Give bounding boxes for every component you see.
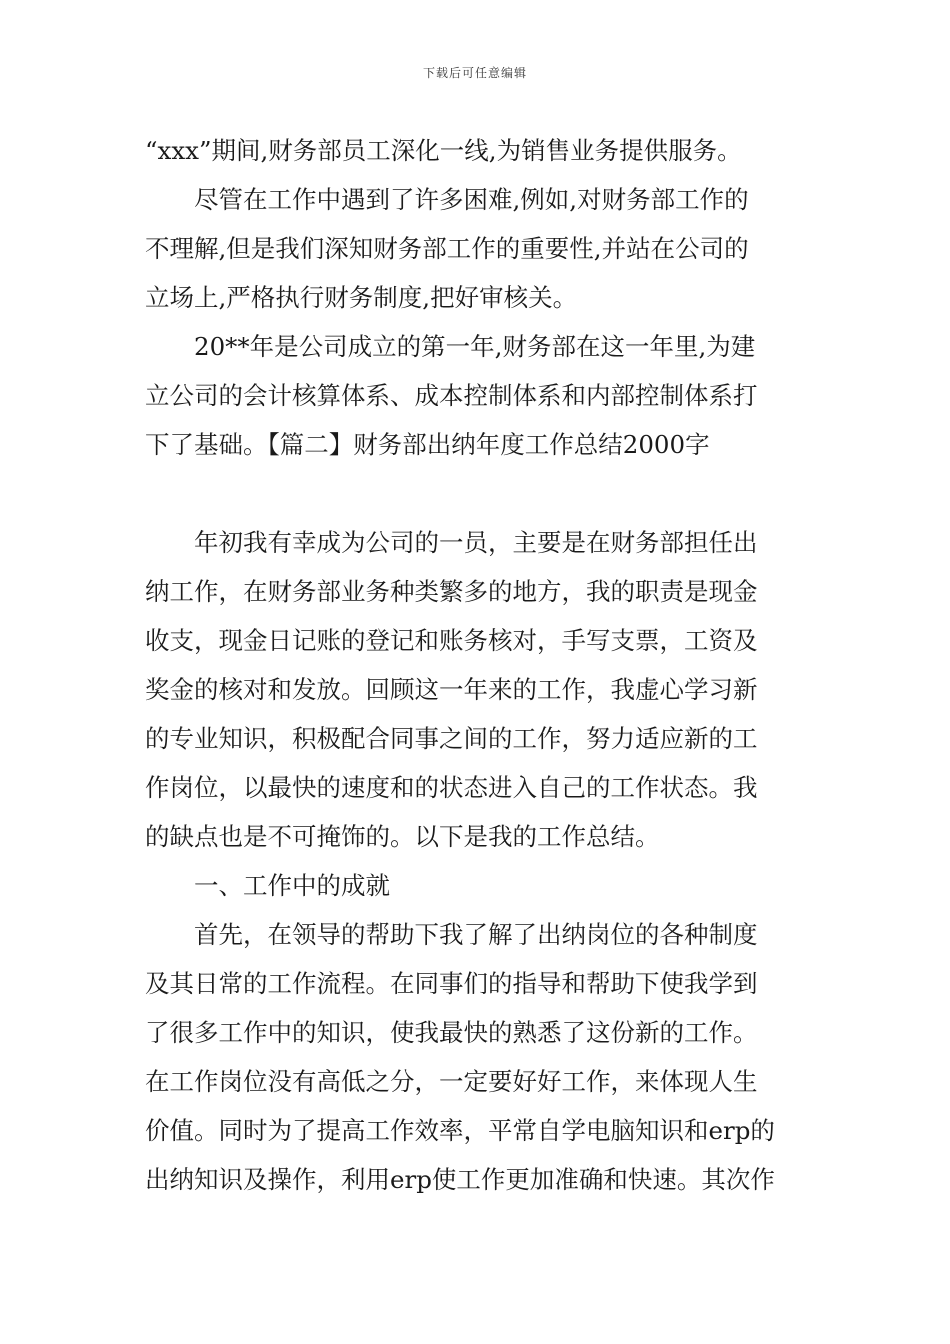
- text-line: 立场上,严格执行财务制度,把好审核关。: [145, 283, 578, 312]
- text-line: 及其日常的工作流程。在同事们的指导和帮助下使我学到: [145, 969, 758, 998]
- text-line: 的专业知识，积极配合同事之间的工作，努力适应新的工: [145, 724, 758, 753]
- text-line: 不理解,但是我们深知财务部工作的重要性,并站在公司的: [145, 234, 749, 263]
- text-line: 的缺点也是不可掩饰的。以下是我的工作总结。: [145, 822, 660, 851]
- text-line: 立公司的会计核算体系、成本控制体系和内部控制体系打: [145, 381, 758, 410]
- text-line: 奖金的核对和发放。回顾这一年来的工作，我虚心学习新: [145, 675, 758, 704]
- page-header: 下载后可任意编辑: [422, 66, 527, 80]
- text-line: 20**年是公司成立的第一年,财务部在这一年里,为建: [145, 332, 756, 361]
- text-line: 作岗位，以最快的速度和的状态进入自己的工作状态。我: [145, 773, 758, 802]
- text-line: 价值。同时为了提高工作效率，平常自学电脑知识和erp的: [145, 1116, 775, 1145]
- paragraph-gap: [145, 469, 810, 518]
- section-heading: 一、工作中的成就: [145, 871, 390, 900]
- text-line: “xxx”期间,财务部员工深化一线,为销售业务提供服务。: [145, 136, 742, 165]
- text-line: 在工作岗位没有高低之分，一定要好好工作，来体现人生: [145, 1067, 758, 1096]
- text-line: 出纳知识及操作，利用erp使工作更加准确和快速。其次作: [145, 1165, 775, 1194]
- text-line: 首先，在领导的帮助下我了解了出纳岗位的各种制度: [145, 920, 758, 949]
- text-line: 下了基础。【篇二】财务部出纳年度工作总结2000字: [145, 430, 710, 459]
- text-line: 纳工作，在财务部业务种类繁多的地方，我的职责是现金: [145, 577, 758, 606]
- text-line: 收支，现金日记账的登记和账务核对，手写支票，工资及: [145, 626, 758, 655]
- document-body: [145, 126, 810, 1204]
- text-line: 了很多工作中的知识，使我最快的熟悉了这份新的工作。: [145, 1018, 758, 1047]
- text-line: 尽管在工作中遇到了许多困难,例如,对财务部工作的: [145, 185, 749, 214]
- text-line: 年初我有幸成为公司的一员，主要是在财务部担任出: [145, 528, 758, 557]
